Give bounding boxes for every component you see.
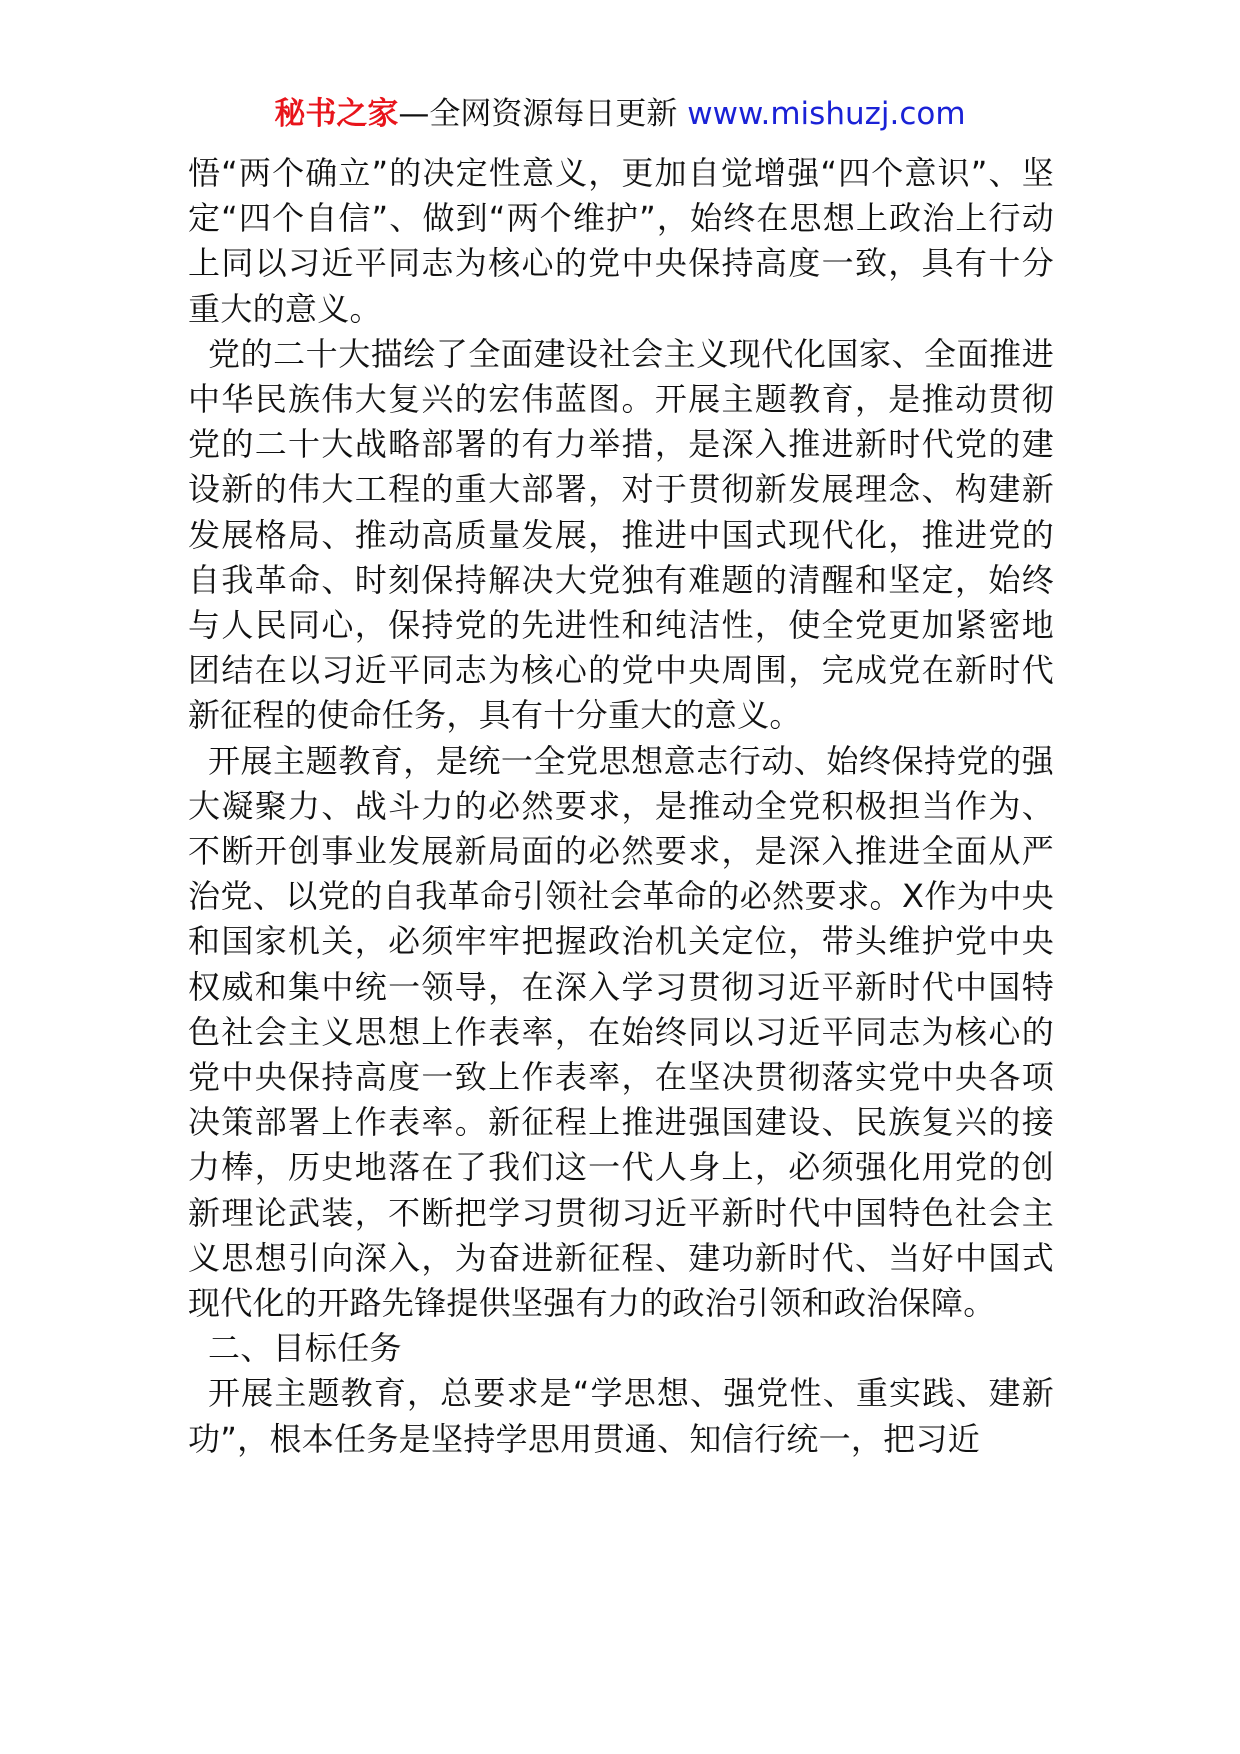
paragraph-significance: 党的二十大描绘了全面建设社会主义现代化国家、全面推进中华民族伟大复兴的宏伟蓝图。开展主题教育，是推动贯彻党的二十大战略部署的有力举措，是深入推进新时代党的建设新的伟大工程的重大部署，对于贯彻新发展理念、构建新发展格局、推动高质量发展，推进中国式现代化，推进党的自我革命、时刻保持解决大党独有难题的清醒和坚定，始终与人民同心，保持党的先进性和纯洁性，使全党更加紧密地团结在以习近平同志为核心的党中央周围，完成党在新时代新征程的使命任务，具有十分重大的意义。	[188, 334, 1054, 735]
site-brand: 秘书之家	[274, 96, 399, 132]
paragraph-goals: 开展主题教育，总要求是“学思想、强党性、重实践、建新功”，根本任务是坚持学思用贯通、知信行统一，把习近	[188, 1374, 1054, 1458]
paragraph-continuation: 悟“两个确立”的决定性意义，更加自觉增强“四个意识”、坚定“四个自信”、做到“两个维护”，始终在思想上政治上行动上同以习近平同志为核心的党中央保持高度一致，具有十分重大的意义。	[188, 154, 1054, 328]
site-header	[0, 92, 1240, 136]
site-url-link[interactable]: www.mishuzj.com	[687, 96, 966, 132]
paragraph-requirements: 开展主题教育，是统一全党思想意志行动、始终保持党的强大凝聚力、战斗力的必然要求，是推动全党积极担当作为、不断开创事业发展新局面的必然要求，是深入推进全面从严治党、以党的自我革命引领社会革命的必然要求。X作为中央和国家机关，必须牢牢把握政治机关定位，带头维护党中央权威和集中统一领导，在深入学习贯彻习近平新时代中国特色社会主义思想上作表率，在始终同以习近平同志为核心的党中央保持高度一致上作表率，在坚决贯彻落实党中央各项决策部署上作表率。新征程上推进强国建设、民族复兴的接力棒，历史地落在了我们这一代人身上，必须强化用党的创新理论武装，不断把学习贯彻习近平新时代中国特色社会主义思想引向深入，为奋进新征程、建功新时代、当好中国式现代化的开路先锋提供坚强有力的政治引领和政治保障。	[188, 741, 1054, 1323]
document-body	[188, 151, 1054, 1462]
section-heading: 二、目标任务	[208, 1329, 402, 1368]
site-slogan: —全网资源每日更新	[398, 96, 688, 132]
